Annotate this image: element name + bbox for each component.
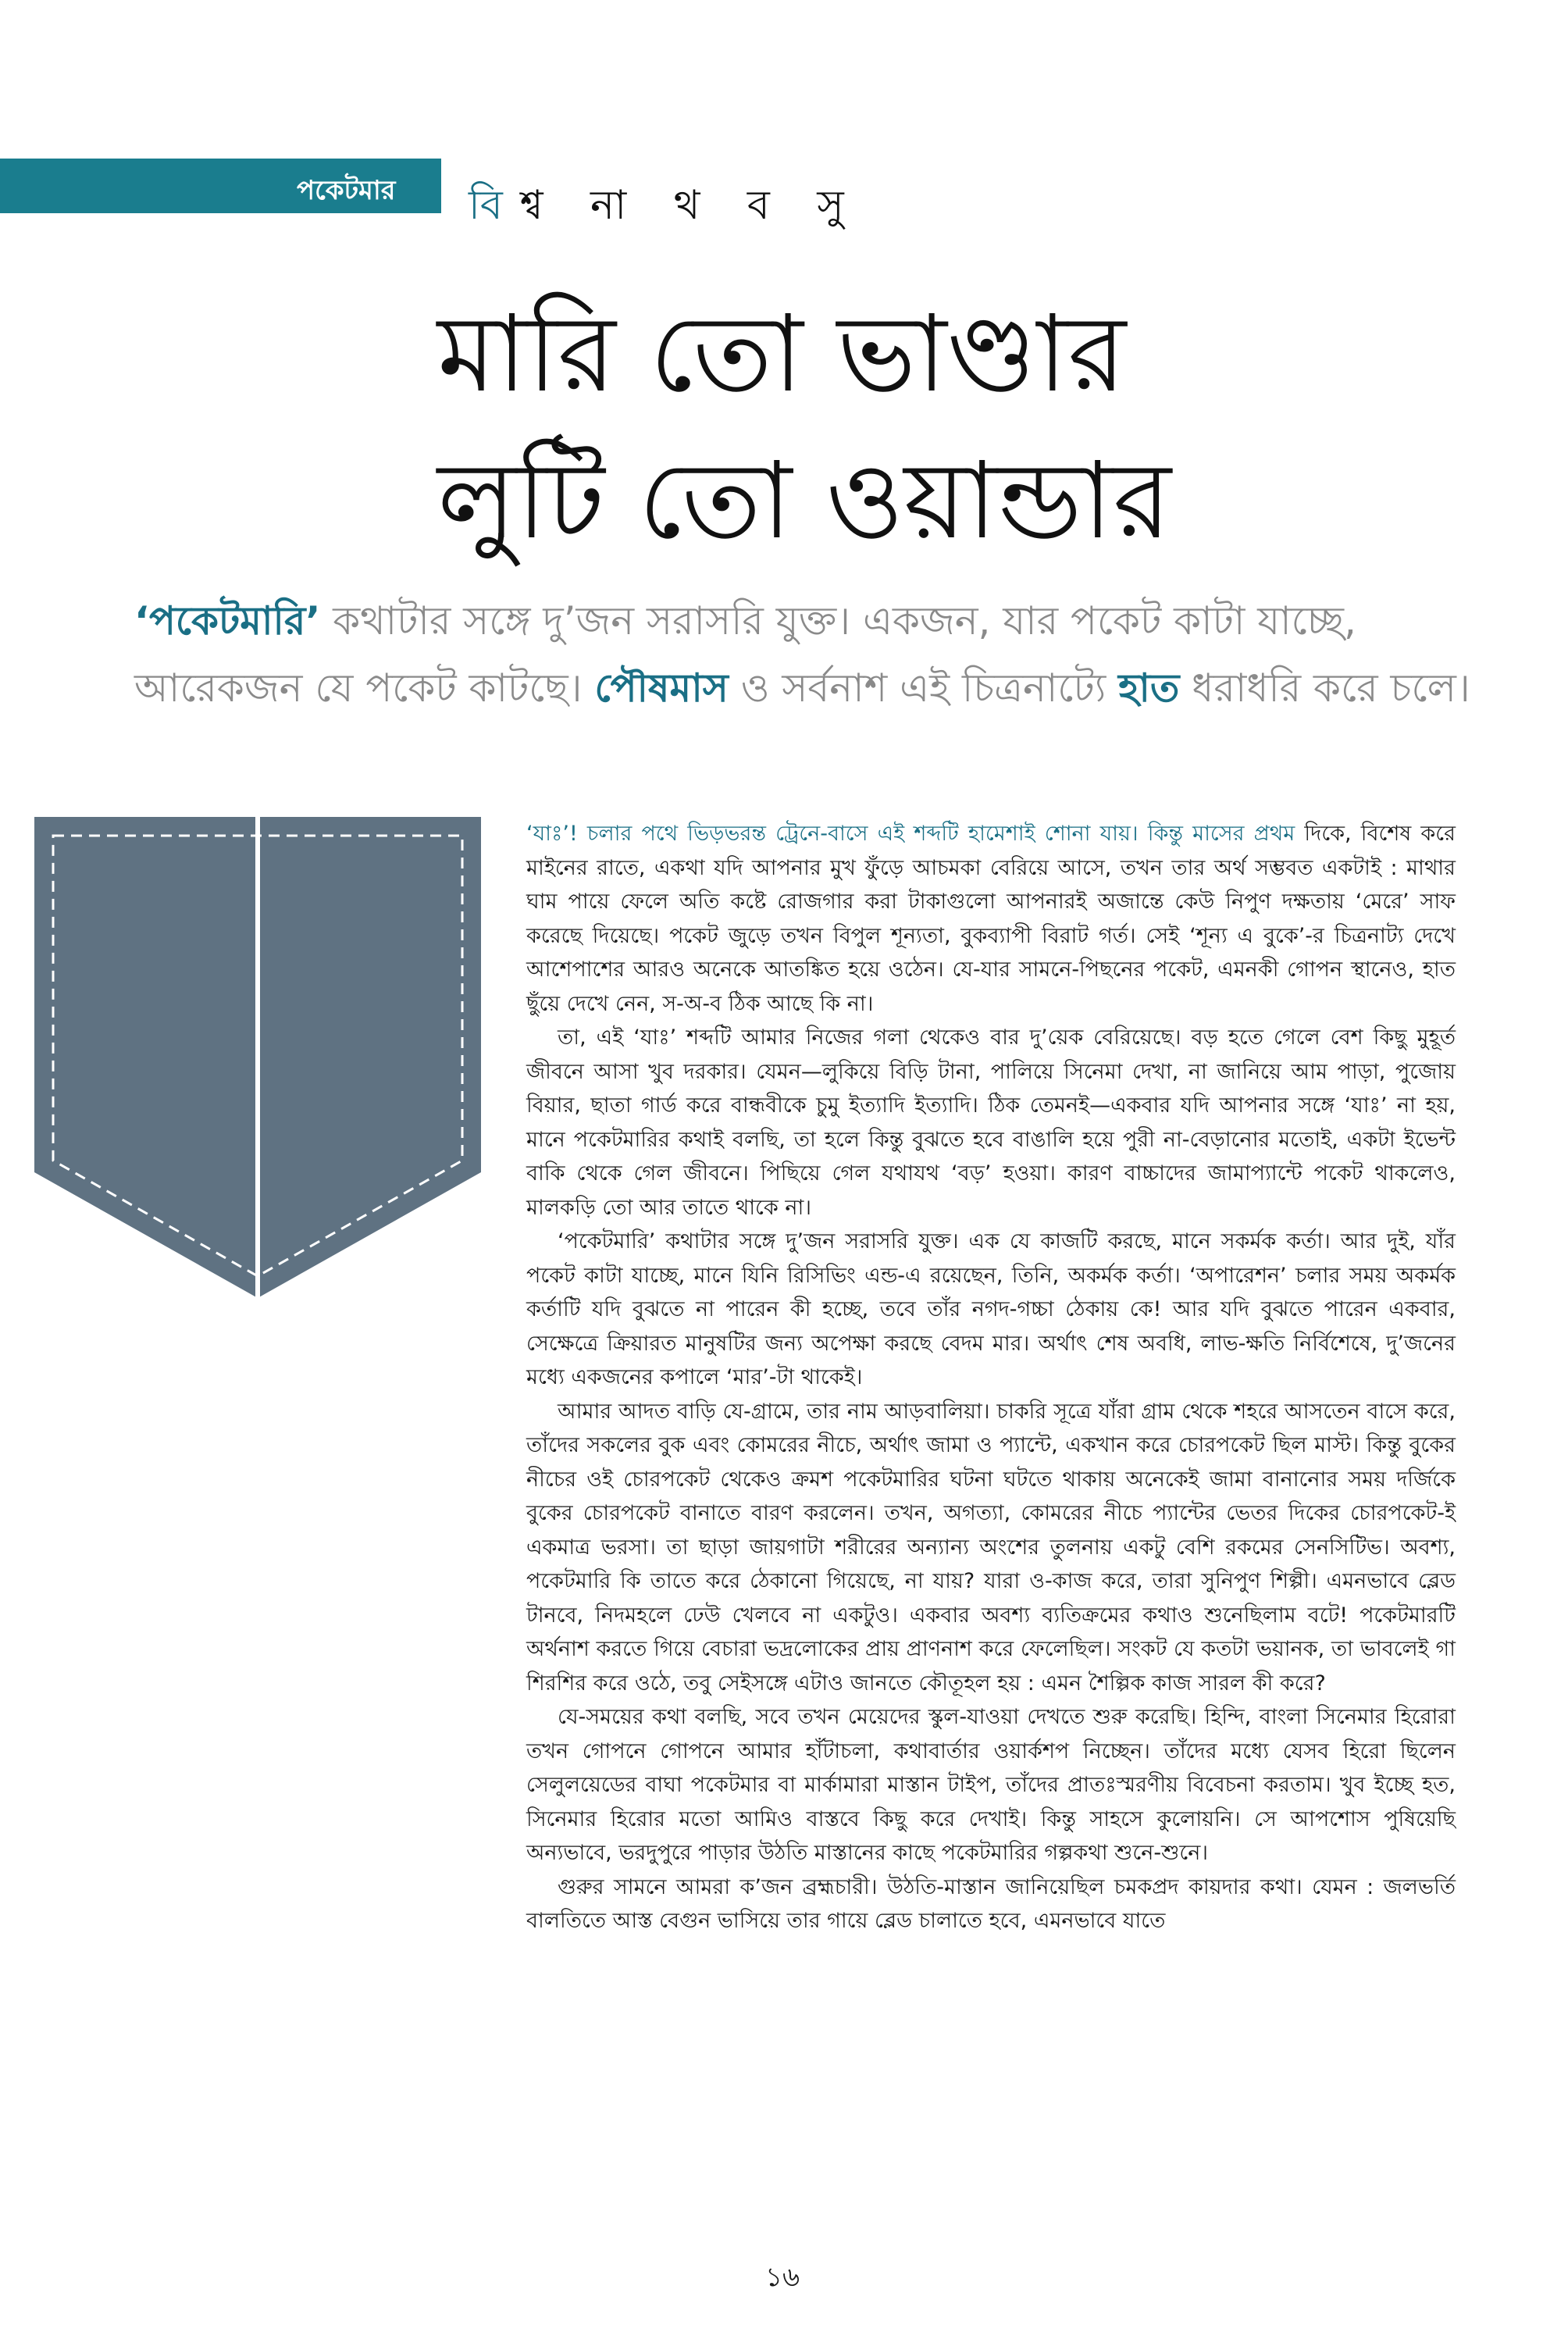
author-rest: শ্ব না থ ব সু	[519, 182, 861, 229]
lead-highlight-1: ‘পকেটমারি’	[134, 598, 321, 644]
section-label: পকেটমার	[297, 175, 396, 206]
author-name	[469, 173, 861, 241]
page-number: ১৬	[765, 2262, 800, 2293]
body-paragraph-3: ‘পকেটমারি’ কথাটার সঙ্গে দু’জন সরাসরি যুক্ত। এক যে কাজটি করছে, মানে সকর্মক কর্তা। আর দুই, যাঁর পকেট কাটা যাচ্ছে, মানে যিনি রিসিভিং এন্ড-এ রয়েছেন, তিনি, অকর্মক কর্তা। ‘অপারেশন’ চলার সময় অকর্মক কর্তাটি যদি বুঝতে না পারেন কী হচ্ছে, তবে তাঁর নগদ-গচ্চা ঠেকায় কে! আর যদি বুঝতে পারেন একবার, সেক্ষেত্রে ক্রিয়ারত মানুষটির জন্য অপেক্ষা করছে বেদম মার। অর্থাৎ শেষ অবধি, লাভ-ক্ষতি নির্বিশেষে, দু’জনের মধ্যে একজনের কপালে ‘মার’-টা থাকেই।	[526, 1229, 1456, 1389]
lead-highlight-3: হাত	[1118, 665, 1180, 711]
lead-text-2: ও সর্বনাশ এই চিত্রনাট্যে	[728, 665, 1119, 711]
body-paragraph-1-text: দিকে, বিশেষ করে মাইনের রাতে, একথা যদি আপনার মুখ ফুঁড়ে আচমকা বেরিয়ে আসে, তখন তার অর্থ সম্ভবত একটাই : মাথার ঘাম পায়ে ফেলে অতি কষ্টে রোজগার করা টাকাগুলো আপনারই অজান্তে কেউ নিপুণ দক্ষতায় ‘মেরে’ সাফ করেছে দিয়েছে। পকেট জুড়ে তখন বিপুল শূন্যতা, বুকব্যাপী বিরাট গর্ত। সেই ‘শূন্য এ বুকে’-র চিত্রনাট্য দেখে আশেপাশের আরও অনেকে আতঙ্কিত হয়ে ওঠেন। যে-যার সামনে-পিছনের পকেট, এমনকী গোপন স্থানেও, হাত ছুঁয়ে দেখে নেন, স-অ-ব ঠিক আছে কি না।	[526, 822, 1456, 1016]
lead-paragraph	[134, 587, 1477, 722]
lead-text	[134, 587, 1477, 722]
pocket-icon	[34, 817, 481, 1298]
lead-text-1: কথাটার সঙ্গে দু’জন সরাসরি যুক্ত। একজন, যার পকেট কাটা যাচ্ছে, আরেকজন যে পকেট কাটছে।	[134, 598, 1356, 711]
title-line-1: মারি তো ভাণ্ডার	[437, 293, 1127, 416]
title-line-2: লুটি তো ওয়ান্ডার	[437, 440, 1171, 563]
article-body	[526, 817, 1456, 1938]
body-paragraph-6: গুরুর সামনে আমরা ক’জন ব্রহ্মচারী। উঠতি-মাস্তান জানিয়েছিল চমকপ্রদ কায়দার কথা। যেমন : জলভর্তি বালতিতে আস্ত বেগুন ভাসিয়ে তার গায়ে ব্লেড চালাতে হবে, এমনভাবে যাতে	[526, 1874, 1456, 1933]
lead-highlight-2: পৌষমাস	[594, 665, 729, 711]
lead-text-3: ধরাধরি করে চলে।	[1179, 665, 1470, 711]
body-paragraph-2: তা, এই ‘যাঃ’ শব্দটি আমার নিজের গলা থেকেও বার দু’য়েক বেরিয়েছে। বড় হতে গেলে বেশ কিছু মুহূর্ত জীবনে আসা খুব দরকার। যেমন—লুকিয়ে বিড়ি টানা, পালিয়ে সিনেমা দেখা, না জানিয়ে আম পাড়া, পুজোয় বিয়ার, ছাতা গার্ড করে বান্ধবীকে চুমু ইত্যাদি ইত্যাদি। ঠিক তেমনই—একবার যদি আপনার সঙ্গে ‘যাঃ’ না হয়, মানে পকেটমারির কথাই বলছি, তা হলে কিন্তু বুঝতে হবে বাঙালি হয়ে পুরী না-বেড়ানোর মতোই, একটা ইভেন্ট বাকি থেকে গেল জীবনে। পিছিয়ে গেল যথাযথ ‘বড়’ হওয়া। কারণ বাচ্চাদের জামাপ্যান্টে পকেট থাকলেও, মালকড়ি তো আর তাতে থাকে না।	[526, 1025, 1456, 1220]
body-paragraph-4: আমার আদত বাড়ি যে-গ্রামে, তার নাম আড়বালিয়া। চাকরি সূত্রে যাঁরা গ্রাম থেকে শহরে আসতেন বাসে করে, তাঁদের সকলের বুক এবং কোমরের নীচে, অর্থাৎ জামা ও প্যান্টে, একখান করে চোরপকেট ছিল মাস্ট। কিন্তু বুকের নীচের ওই চোরপকেট থেকেও ক্রমশ পকেটমারির ঘটনা ঘটতে থাকায় অনেকেই জামা বানানোর সময় দর্জিকে বুকের চোরপকেট বানাতে বারণ করলেন। তখন, অগত্যা, কোমরের নীচে প্যান্টের ভেতর দিকের চোরপকেট-ই একমাত্র ভরসা। তা ছাড়া জায়গাটা শরীরের অন্যান্য অংশের তুলনায় একটু বেশি রকমের সেনসিটিভ। অবশ্য, পকেটমারি কি তাতে করে ঠেকানো গিয়েছে, না যায়? যারা ও-কাজ করে, তারা সুনিপুণ শিল্পী। এমনভাবে ব্লেড টানবে, নিদমহলে ঢেউ খেলবে না একটুও। একবার অবশ্য ব্যতিক্রমের কথাও শুনেছিলাম বটে! পকেটমারটি অর্থনাশ করতে গিয়ে বেচারা ভদ্রলোকের প্রায় প্রাণনাশ করে ফেলেছিল। সংকট যে কতটা ভয়ানক, তা ভাবলেই গা শিরশির করে ওঠে, তবু সেইসঙ্গে এটাও জানতে কৌতূহল হয় : এমন শৈল্পিক কাজ সারল কী করে?	[526, 1399, 1456, 1696]
article-title	[437, 281, 1374, 575]
body-opening-line: ‘যাঃ’! চলার পথে ভিড়ভরন্ত ট্রেনে-বাসে এই শব্দটি হামেশাই শোনা যায়। কিন্তু মাসের প্রথম	[526, 822, 1295, 846]
author-first-letters: বি	[469, 182, 520, 229]
body-paragraph-1	[526, 817, 1456, 1021]
body-paragraph-5: যে-সময়ের কথা বলছি, সবে তখন মেয়েদের স্কুল-যাওয়া দেখতে শুরু করেছি। হিন্দি, বাংলা সিনেমার হিরোরা তখন গোপনে গোপনে আমার হাঁটাচলা, কথাবার্তার ওয়ার্কশপ নিচ্ছেন। তাঁদের মধ্যে যেসব হিরো ছিলেন সেলুলয়েডের বাঘা পকেটমার বা মার্কামারা মাস্তান টাইপ, তাঁদের প্রাতঃস্মরণীয় বিবেচনা করতাম। খুব ইচ্ছে হত, সিনেমার হিরোর মতো আমিও বাস্তবে কিছু করে দেখাই। কিন্তু সাহসে কুলোয়নি। সে আপশোস পুষিয়েছি অন্যভাবে, ভরদুপুরে পাড়ার উঠতি মাস্তানের কাছে পকেটমারির গল্পকথা শুনে-শুনে।	[526, 1705, 1456, 1865]
